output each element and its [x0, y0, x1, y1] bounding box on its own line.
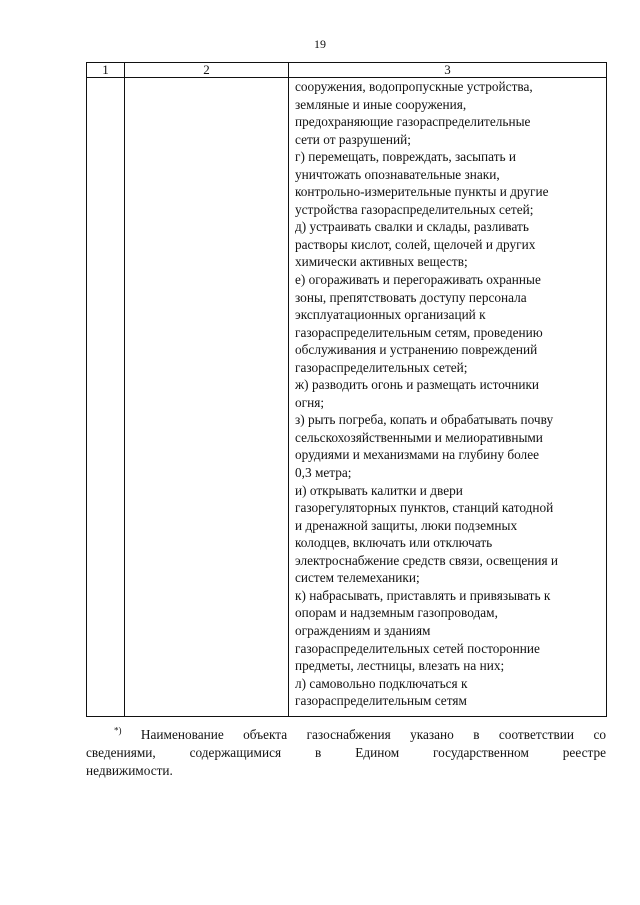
- footnote-text-1: Наименование объекта газоснабжения указано в соответствии со: [140, 727, 606, 742]
- requirements-table: [86, 62, 607, 717]
- table-cell-col2: [125, 78, 289, 717]
- table-cell-col3: [289, 78, 607, 717]
- footnote-marker: *): [114, 725, 122, 736]
- footnote-line-2: сведениями, содержащимися в Едином государственном реестре: [86, 745, 606, 760]
- page-number: 19: [314, 37, 326, 51]
- footnote-line-3: недвижимости.: [86, 763, 173, 778]
- column-header-3: 3: [289, 63, 607, 78]
- table-cell-col1: [87, 78, 125, 717]
- table-header-row: [87, 63, 607, 78]
- footnote: [86, 726, 606, 780]
- column-header-1: 1: [87, 63, 125, 78]
- column-header-2: 2: [125, 63, 289, 78]
- table-row: [87, 78, 607, 717]
- footnote-line-1: [86, 726, 606, 744]
- restrictions-list-text: сооружения, водопропускные устройства, земляные и иные сооружения, предохраняющие газораспределительные сети от разрушений; г) перемещать, повреждать, засыпать и уничтожать опознавательные знаки, контрольно-измерительные пункты и другие устройства газораспределительных сетей; д) устраивать свалки и склады, разливать растворы кислот, солей, щелочей и других химически активных веществ; е) огораживать и перегораживать охранные зоны, препятствовать доступу персонала эксплуатационных организаций к газораспределительным сетям, проведению обслуживания и устранению повреждений газораспределительных сетей; ж) разводить огонь и размещать источники огня; з) рыть погреба, копать и обрабатывать почву сельскохозяйственными и мелиоративными орудиями и механизмами на глубину более 0,3 метра; и) открывать калитки и двери газорегуляторных пунктов, станций катодной и дренажной защиты, люки подземных колодцев, включать или отключать электроснабжение средств связи, освещения и систем телемеханики; к) набрасывать, приставлять и привязывать к опорам и надземным газопроводам, ограждениям и зданиям газораспределительных сетей посторонние предметы, лестницы, влезать на них; л) самовольно подключаться к газораспределительным сетям: [295, 79, 559, 709]
